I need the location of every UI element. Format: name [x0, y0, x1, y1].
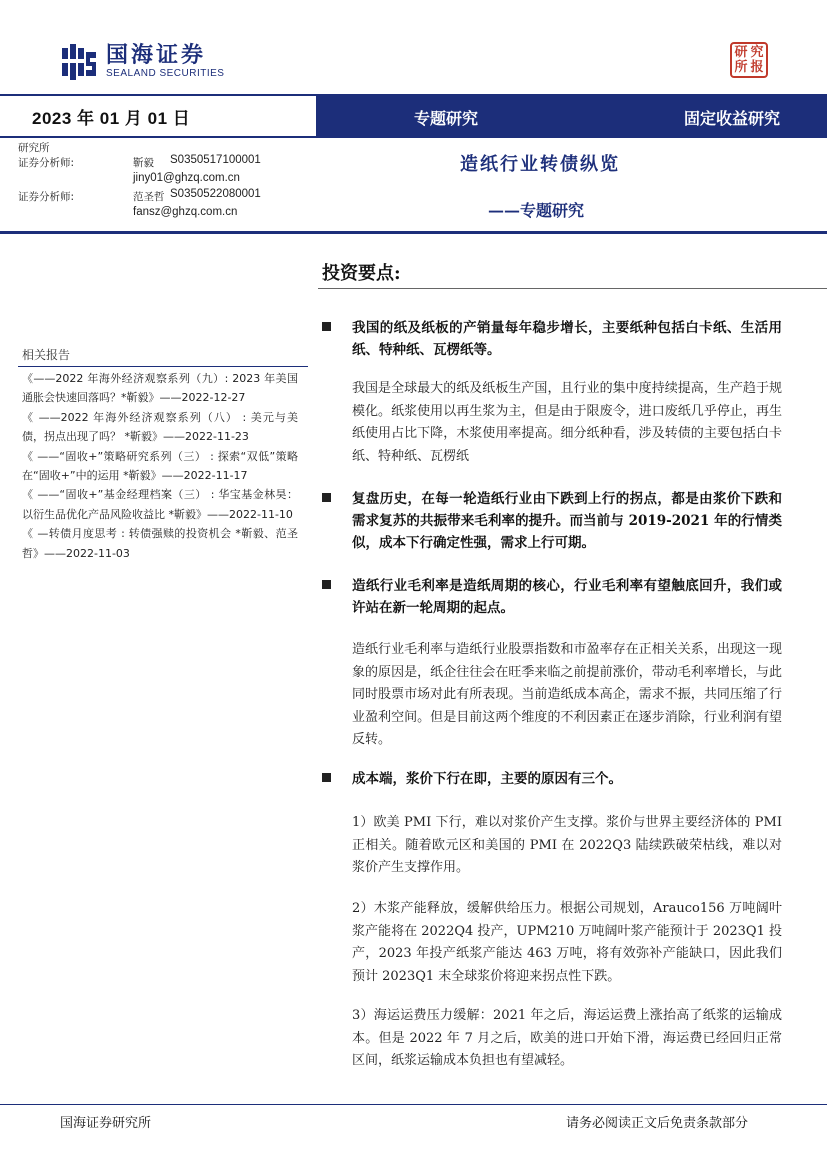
related-reports-list [22, 369, 298, 563]
footer-disclaimer-note: 请务必阅读正文后免责条款部分 [566, 1116, 749, 1131]
footer-divider [0, 1104, 827, 1105]
institute-label: 研究所 [18, 142, 50, 154]
related-reports-divider [18, 366, 308, 367]
seal-char: 报 [750, 60, 764, 75]
seal-char: 所 [734, 60, 748, 75]
bullet-square-icon [322, 493, 331, 502]
seal-char: 研 [734, 45, 748, 60]
body-paragraph: 2）木浆产能释放，缓解供给压力。根据公司规划，Arauco156 万吨阔叶浆产能将在 2022Q4 投产，UPM210 万吨阔叶浆产能预计于 2023Q1 投产，2023 年投产纸浆产能达 463 万吨，将有效弥补产能缺口，因此我们预计 2023Q1 末全球浆价将迎来拐点性下跌。 [352, 901, 782, 984]
related-report-item[interactable]: 《 ——“固收+”基金经理档案（三） : 华宝基金林昊：以衍生品优化产品风险收益比 *靳毅》——2022-11-10 [22, 488, 298, 521]
logo-chinese-name: 国海证券 [106, 43, 207, 68]
key-point-text: 复盘历史，在每一轮造纸行业由下跌到上行的拐点，都是由浆价下跌和需求复苏的共振带来毛利率的提升。而当前与 2019-2021 年的行情类似，成本下行确定性强，需求上行可期。 [352, 491, 782, 551]
report-type: 专题研究 [414, 109, 479, 128]
analyst-label: 证券分析师: [18, 157, 75, 169]
analyst-email: jiny01@ghzq.com.cn [133, 172, 240, 184]
analyst-label: 证券分析师: [18, 191, 75, 203]
bullet-square-icon [322, 322, 331, 331]
body-paragraph: 我国是全球最大的纸及纸板生产国，且行业的集中度持续提高，生产趋于规模化。纸浆使用以再生浆为主，但是由于限废令，进口废纸几乎停止，再生纸使用占比下降，木浆使用率提高。细分纸种看，涉及转债的主要包括白卡纸、特种纸、瓦楞纸 [352, 381, 782, 464]
report-date: 2023 年 01 月 01 日 [32, 108, 191, 128]
sealand-logo-icon [60, 44, 98, 80]
body-paragraph: 1）欧美 PMI 下行，难以对浆价产生支撑。浆价与世界主要经济体的 PMI 正相关。随着欧元区和美国的 PMI 在 2022Q3 陆续跌破荣枯线，难以对浆价产生支撑作用。 [352, 815, 782, 875]
key-point-text: 造纸行业毛利率是造纸周期的核心，行业毛利率有望触底回升，我们或许站在新一轮周期的起点。 [352, 578, 782, 616]
date-box [0, 94, 318, 138]
seal-char: 究 [750, 45, 764, 60]
body-paragraph: 造纸行业毛利率与造纸行业股票指数和市盈率存在正相关关系，出现这一现象的原因是，纸企往往会在旺季来临之前提前涨价，带动毛利率增长，与此同时股票市场对此有所表现。当前造纸成本高企，需求不振，共同压缩了行业盈利空间。但是目前这两个维度的不利因素正在逐步消除，行业利润有望反转。 [352, 642, 782, 747]
bullet-square-icon [322, 773, 331, 782]
logo-english-name: SEALAND SECURITIES [106, 68, 225, 79]
header-divider [0, 231, 827, 234]
analyst-email: fansz@ghzq.com.cn [133, 206, 238, 218]
related-report-item[interactable]: 《——2022 年海外经济观察系列（九）: 2023 年美国通胀会快速回落吗？*靳毅》——2022-12-27 [22, 372, 298, 405]
bullet-square-icon [322, 580, 331, 589]
analyst-name: 范圣哲 [133, 191, 165, 203]
company-logo [60, 44, 224, 80]
key-point-text: 成本端，浆价下行在即，主要的原因有三个。 [352, 771, 622, 787]
related-report-item[interactable]: 《 ——“固收+”策略研究系列（三） : 探索“双低”策略在“固收+”中的运用 *靳毅》——2022-11-17 [22, 449, 298, 483]
main-divider [318, 288, 827, 289]
research-institute-seal [730, 42, 768, 78]
key-point-text: 我国的纸及纸板的产销量每年稳步增长，主要纸种包括白卡纸、生活用纸、特种纸、瓦楞纸等。 [352, 320, 782, 358]
investment-highlights-heading: 投资要点: [322, 263, 401, 284]
analyst-license-code: S0350522080001 [170, 188, 261, 200]
body-paragraph: 3）海运运费压力缓解：2021 年之后，海运运费上涨抬高了纸浆的运输成本。但是 2022 年 7 月之后，欧美的进口开始下滑，海运费已经回归正常区间，纸浆运输成本负担也有望减轻。 [352, 1008, 782, 1068]
report-category: 固定收益研究 [684, 109, 781, 128]
related-report-item[interactable]: 《 —转债月度思考 : 转债强赎的投资机会 *靳毅、范圣哲》——2022-11-03 [22, 527, 298, 560]
analyst-name: 靳毅 [133, 157, 154, 169]
header-bar [0, 94, 827, 138]
report-title: 造纸行业转债纵览 [460, 154, 620, 175]
related-reports-title: 相关报告 [22, 348, 71, 362]
report-subtitle: ——专题研究 [488, 201, 585, 220]
footer-institute: 国海证券研究所 [60, 1116, 152, 1131]
related-report-item[interactable]: 《 ——2022 年海外经济观察系列（八） : 美元与美债，拐点出现了吗？ *靳毅》——2022-11-23 [22, 410, 298, 444]
analyst-license-code: S0350517100001 [170, 154, 261, 166]
